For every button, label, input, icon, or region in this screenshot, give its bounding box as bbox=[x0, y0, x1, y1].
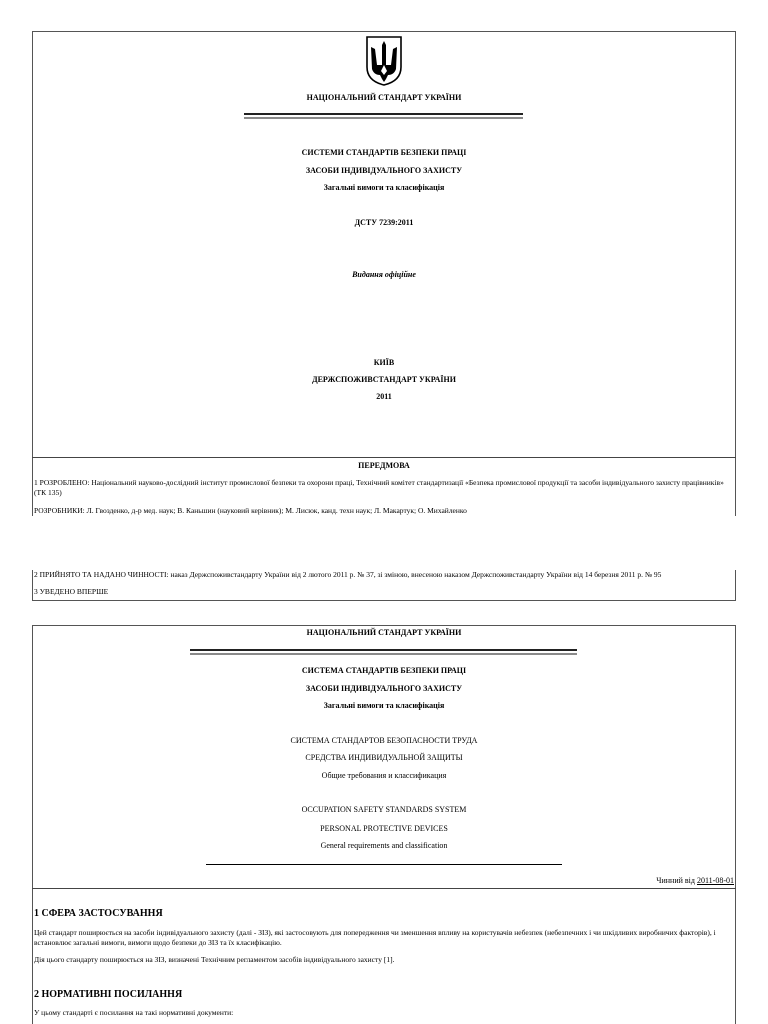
ru-subsubtitle: Общие требования и классификация bbox=[321, 771, 447, 780]
ua-title: СИСТЕМА СТАНДАРТІВ БЕЗПЕКИ ПРАЦІ bbox=[301, 666, 467, 675]
foreword-title: ПЕРЕДМОВА bbox=[358, 461, 410, 470]
effective-date-link[interactable]: 2011-08-01 bbox=[696, 876, 734, 885]
subtitle: ЗАСОБИ ІНДИВІДУАЛЬНОГО ЗАХИСТУ bbox=[305, 166, 463, 175]
title-double-rule bbox=[244, 113, 523, 115]
ua-subtitle: ЗАСОБИ ІНДИВІДУАЛЬНОГО ЗАХИСТУ bbox=[305, 684, 463, 693]
year-label: 2011 bbox=[376, 392, 392, 401]
standard-code: ДСТУ 7239:2011 bbox=[354, 218, 414, 227]
ru-title: СИСТЕМА СТАНДАРТОВ БЕЗОПАСНОСТИ ТРУДА bbox=[290, 736, 478, 745]
section-1-paragraph-1: Цей стандарт поширюється на засоби індивідуального захисту (далі - ЗІЗ), які застосовують для попередження чи зменшення впливу на користувачів небезпек (небезпечних і чи шкідливих виробничих факторів), і встановлює загальні вимоги, вимоги щодо безпеки до ЗІЗ та їх класифікацію. bbox=[34, 928, 716, 947]
title-rule-shadow bbox=[244, 117, 523, 119]
en-subsubtitle: General requirements and classification bbox=[320, 841, 448, 850]
ua-subsubtitle: Загальні вимоги та класифікація bbox=[323, 701, 445, 710]
en-title: OCCUPATION SAFETY STANDARDS SYSTEM bbox=[301, 805, 467, 814]
system-title: СИСТЕМИ СТАНДАРТІВ БЕЗПЕКИ ПРАЦІ bbox=[301, 148, 467, 157]
title-double-rule-2 bbox=[190, 649, 577, 651]
title-underline bbox=[206, 864, 562, 865]
section-1-heading: 1 СФЕРА ЗАСТОСУВАННЯ bbox=[34, 908, 163, 919]
subsubtitle: Загальні вимоги та класифікація bbox=[323, 183, 445, 192]
ru-subtitle: СРЕДСТВА ИНДИВИДУАЛЬНОЙ ЗАЩИТЫ bbox=[305, 753, 463, 762]
national-standard-label: НАЦІОНАЛЬНИЙ СТАНДАРТ УКРАЇНИ bbox=[306, 93, 462, 102]
foreword-item-3: 3 УВЕДЕНО ВПЕРШЕ bbox=[34, 587, 109, 596]
foreword-developers: РОЗРОБНИКИ: Л. Гвозденко, д-р мед. наук; В. Каньшин (науковий керівник); М. Лисюк, канд. техн наук; Л. Макартук; О. Михайленко bbox=[34, 506, 467, 515]
national-standard-label-2: НАЦІОНАЛЬНИЙ СТАНДАРТ УКРАЇНИ bbox=[306, 628, 462, 637]
en-subtitle: PERSONAL PROTECTIVE DEVICES bbox=[320, 824, 448, 833]
trident-emblem-icon bbox=[364, 35, 404, 87]
section-2-paragraph-1: У цьому стандарті є посилання на такі нормативні документи: bbox=[34, 1008, 234, 1017]
effective-label: Чинний від bbox=[656, 876, 695, 885]
section-1-paragraph-2: Дія цього стандарту поширюється на ЗІЗ, визначені Технічним регламентом засобів індивідуального захисту [1]. bbox=[34, 955, 395, 964]
foreword-item-2: 2 ПРИЙНЯТО ТА НАДАНО ЧИННОСТІ: наказ Держспоживстандарту України від 2 лютого 2011 р. № 37, зі зміною, внесеною наказом Держспоживстандарту України від 14 березня 2011 р. № 95 bbox=[34, 570, 662, 579]
organization-label: ДЕРЖСПОЖИВСТАНДАРТ УКРАЇНИ bbox=[312, 375, 456, 384]
section-2-heading: 2 НОРМАТИВНІ ПОСИЛАННЯ bbox=[34, 989, 183, 1000]
foreword-item-1: 1 РОЗРОБЛЕНО: Національний науково-дослідний інститут промислової безпеки та охорони праці, Технічний комітет стандартизації «Безпека промислової продукції та засоби індивідуального захисту працівників» (ТК 135) bbox=[34, 478, 724, 497]
edition-label: Видання офіційне bbox=[352, 270, 416, 279]
city-label: КИЇВ bbox=[373, 358, 395, 367]
title-rule-shadow-2 bbox=[190, 653, 577, 655]
foreword-divider bbox=[32, 457, 736, 458]
effective-date-row bbox=[656, 876, 734, 886]
section-divider bbox=[32, 888, 736, 889]
